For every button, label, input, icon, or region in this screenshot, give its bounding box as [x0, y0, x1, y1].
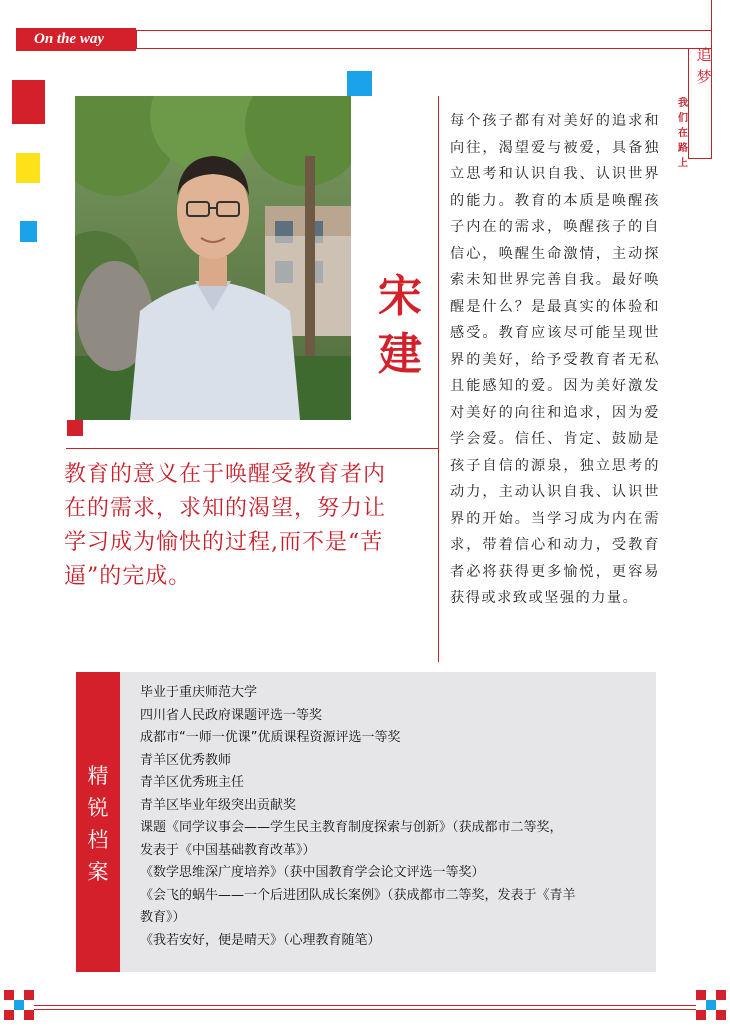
profile-title-char: 案: [87, 860, 109, 884]
person-name: [372, 268, 428, 384]
right-rule: [711, 0, 712, 48]
list-item: 《会飞的蜗牛——一个后进团队成长案例》（获成都市二等奖，发表于《青羊: [140, 887, 576, 903]
vertical-title-char: 追: [696, 46, 712, 64]
header-rule-top: [136, 30, 711, 31]
profile-list: [140, 682, 650, 952]
list-item: 发表于《中国基础教育改革》）: [140, 842, 316, 858]
profile-title-char: 精: [87, 764, 109, 788]
profile-title-char: 档: [87, 828, 109, 852]
list-item: 青羊区毕业年级突出贡献奖: [140, 797, 297, 813]
deco-square-red-small: [67, 420, 83, 436]
vertical-subtitle-char: 上: [678, 158, 688, 169]
vertical-subtitle-char: 们: [678, 113, 688, 124]
vertical-subtitle-char: 我: [678, 98, 688, 109]
quote-text: 教育的意义在于唤醒受教育者内在的需求，求知的渴望，努力让学习成为愉快的过程,而不是“苦逼”的完成。: [64, 462, 387, 589]
list-item: 四川省人民政府课题评选一等奖: [140, 707, 323, 723]
list-item: 课题《同学议事会——学生民主教育制度探索与创新》（获成都市二等奖，: [140, 820, 563, 835]
vertical-subtitle-char: 路: [678, 143, 688, 154]
corner-pattern-icon: [696, 990, 726, 1020]
deco-square-blue: [20, 221, 37, 242]
list-item: 《数学思维深广度培养》（获中国教育学会论文评选一等奖）: [140, 865, 485, 880]
vertical-title-char: 梦: [696, 68, 712, 86]
list-item: 青羊区优秀教师: [140, 752, 232, 768]
right-rule-cap: [688, 158, 712, 159]
vertical-subtitle-char: 在: [678, 128, 688, 139]
list-item: 毕业于重庆师范大学: [140, 685, 258, 700]
quote-rule: [66, 448, 438, 449]
vertical-subtitle: [676, 96, 690, 171]
deco-square-red: [12, 80, 45, 124]
section-tag: On the way: [16, 28, 136, 51]
column-divider: [438, 96, 439, 662]
portrait-photo: [75, 96, 351, 420]
header-rule-left: [136, 30, 137, 48]
footer-rule-inner: [34, 1009, 696, 1010]
essay-text: 每个孩子都有对美好的追求和向往，渴望爱与被爱，具备独立思考和认识自我、认识世界的能力。教育的本质是唤醒孩子内在的需求，唤醒孩子的自信心，唤醒生命激情，主动探索未知世界完善自我。最好唤醒是什么？是最真实的体验和感受。教育应该尽可能呈现世界的美好，给予受教育者无私且能感知的爱。因为美好激发对美好的向往和追求，因为爱学会爱。信任、肯定、鼓励是孩子自信的源泉，独立思考的动力，主动认识自我、认识世界的开始。当学习成为内在需求，带着信心和动力，受教育者必将获得更多愉悦，更容易获得或求致或坚强的力量。: [450, 113, 660, 606]
profile-title-char: 锐: [87, 796, 109, 820]
name-char: 建: [378, 329, 422, 380]
corner-pattern-icon: [4, 990, 34, 1020]
list-item: 青羊区优秀班主任: [140, 775, 245, 790]
photo-portrait-icon: [75, 96, 351, 420]
list-item: 成都市“一师一优课”优质课程资源评选一等奖: [140, 730, 401, 745]
list-item: 教育》）: [140, 910, 186, 925]
header-rule: [136, 48, 711, 49]
deco-square-blue-top: [347, 71, 372, 96]
deco-square-yellow: [16, 153, 40, 183]
name-char: 宋: [378, 271, 422, 322]
footer-rule: [34, 1005, 696, 1006]
profile-title: [76, 760, 120, 888]
vertical-title: [693, 44, 715, 88]
list-item: 《我若安好，便是晴天》（心理教育随笔）: [140, 932, 381, 948]
